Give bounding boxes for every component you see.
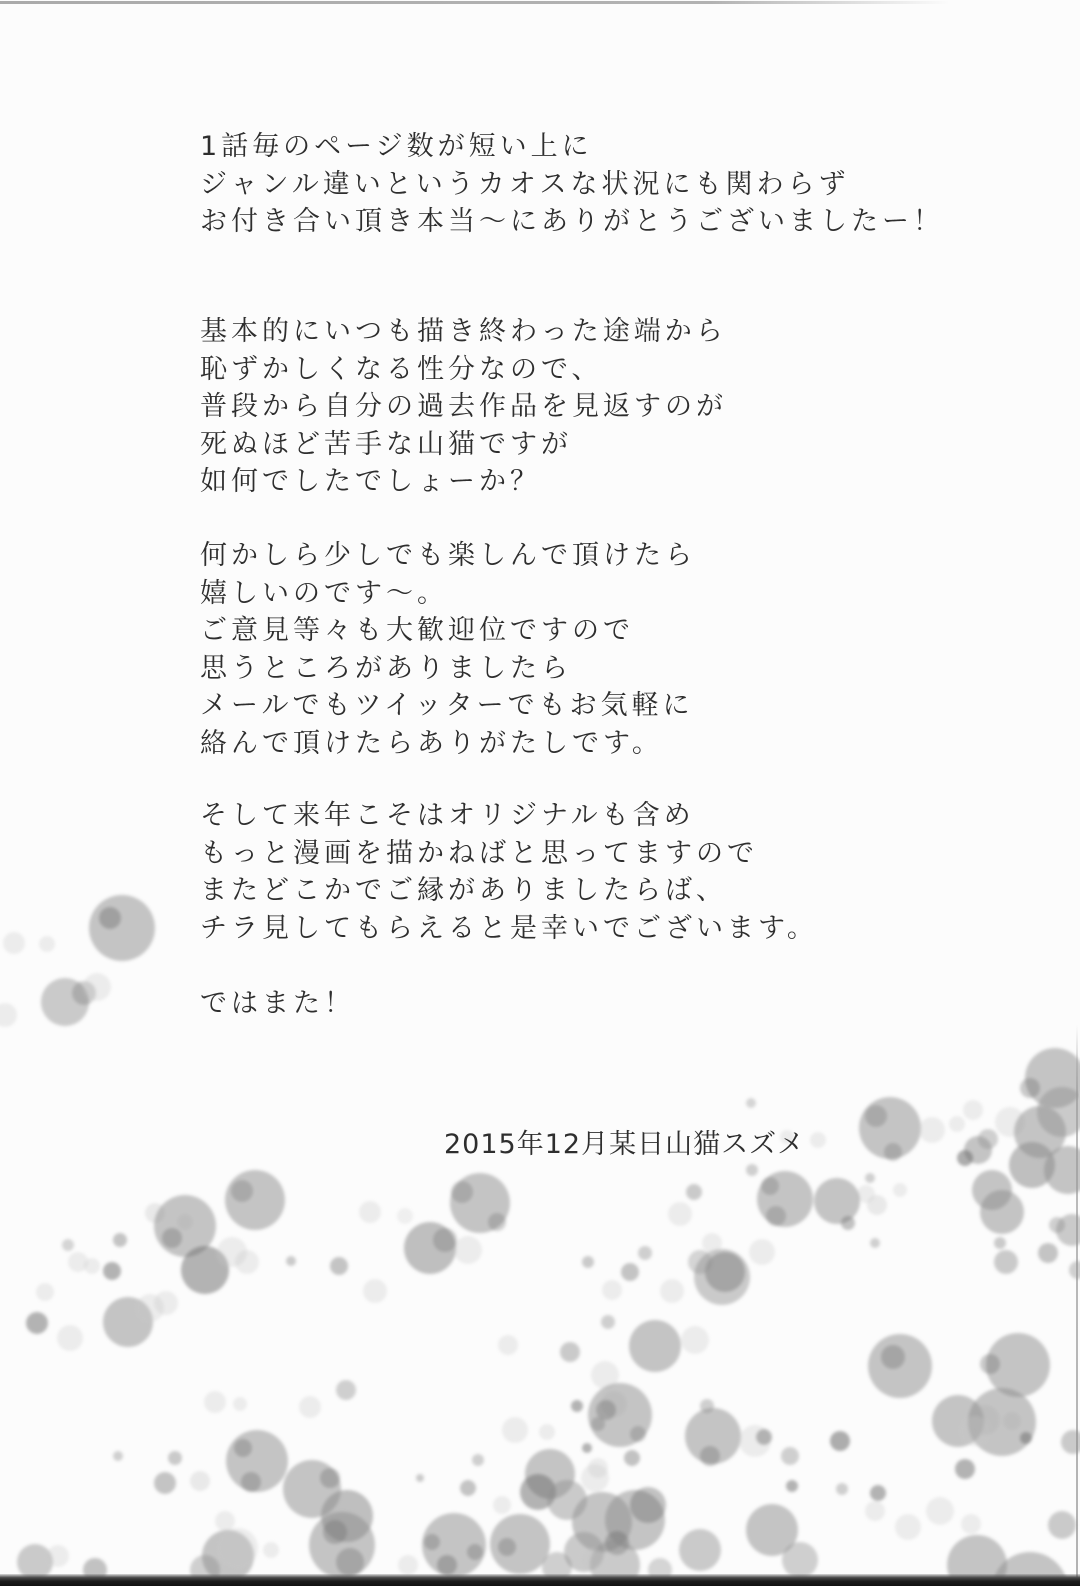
afterword-closing [200, 985, 355, 1023]
afterword-line: ジャンル違いというカオスな状況にも関わらず [200, 168, 850, 200]
scan-artifact-bottom-edge [0, 1574, 1080, 1586]
afterword-paragraph-4 [200, 797, 818, 947]
signature-date-author: 2015年12月某日山猫スズメ [444, 1129, 806, 1160]
afterword-line: 思うところがありましたら [200, 652, 572, 684]
afterword-line: 如何でしたでしょーか？ [200, 466, 541, 497]
afterword-line: ご意見等々も大歓迎位ですので [200, 615, 634, 646]
afterword-line: チラ見してもらえると是幸いでございます。 [200, 912, 818, 944]
afterword-paragraph-1 [200, 128, 944, 241]
afterword-line: 基本的にいつも描き終わった途端から [200, 316, 727, 347]
afterword-line: ではまた！ [200, 988, 355, 1019]
afterword-line: 恥ずかしくなる性分なので、 [200, 353, 603, 385]
afterword-line: もっと漫画を描かねばと思ってますので [200, 837, 758, 869]
afterword-line: お付き合い頂き本当〜にありがとうございましたー！ [200, 206, 944, 237]
afterword-paragraph-3 [200, 537, 696, 762]
afterword-line: そして来年こそはオリジナルも含め [200, 800, 695, 831]
afterword-line: メールでもツイッターでもお気軽に [200, 690, 694, 721]
afterword-line: 嬉しいのです〜。 [200, 577, 448, 609]
afterword-line: 絡んで頂けたらありがたしです。 [200, 727, 663, 759]
afterword-line: またどこかでご縁がありましたらば、 [200, 875, 727, 906]
afterword-line: 死ぬほど苦手な山猫ですが [200, 428, 572, 460]
scan-artifact-right-edge [1076, 1025, 1078, 1586]
afterword-paragraph-2 [200, 313, 727, 501]
afterword-line: 何かしら少しでも楽しんで頂けたら [200, 540, 696, 571]
scan-artifact-top-edge [0, 1, 950, 4]
afterword-line: 1話毎のページ数が短い上に [200, 131, 593, 162]
afterword-line: 普段から自分の過去作品を見返すのが [200, 391, 727, 422]
